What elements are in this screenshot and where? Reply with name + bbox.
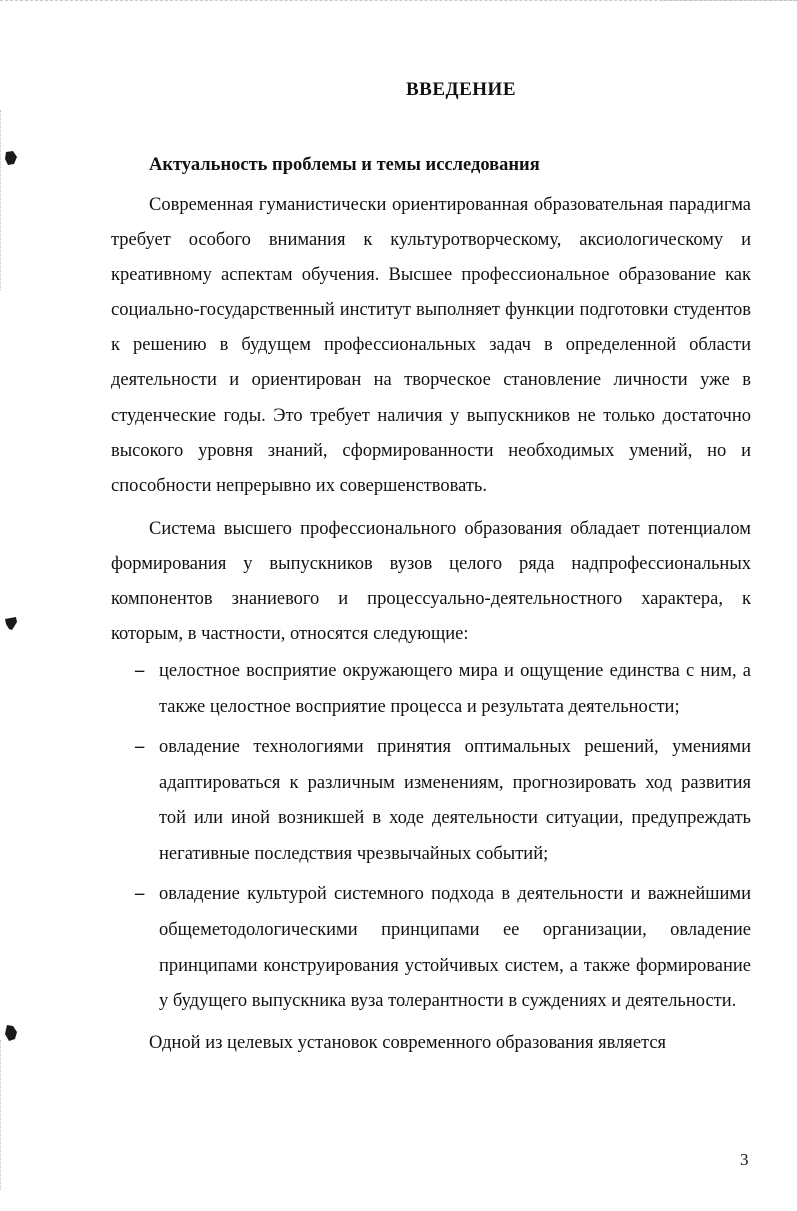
list-dash-marker: – (135, 736, 145, 757)
scan-margin-mark-lower (0, 1040, 4, 1190)
page-content (111, 76, 751, 1061)
list-item (111, 730, 751, 873)
scan-edge-top-right (660, 0, 797, 3)
binding-hole-mark-icon (4, 150, 18, 166)
list-dash-marker: – (135, 884, 145, 904)
binding-hole-mark-icon (4, 616, 18, 632)
list-item (111, 877, 751, 1020)
competency-list (111, 654, 751, 1020)
scan-margin-mark-upper (0, 110, 4, 290)
paragraph-relevance: Современная гуманистически ориентированная образовательная парадигма требует особого внимания к культуротворческому, аксиологическому и креативному аспектам обучения. Высшее профессиональное образование как социально-государственный институт выполняет функции подготовки студентов к решению в будущем профессиональных задач в определенной области деятельности и ориентирован на творческое становление личности уже в студенческие годы. Это требует наличия у выпускников не только достаточно высокого уровня знаний, сформированности необходимых умений, но и способности непрерывно их совершенствовать. (111, 195, 751, 496)
paragraph-system: Система высшего профессионального образования обладает потенциалом формирования у выпускников вузов целого ряда надпрофессиональных компонентов знаниевого и процессуально-деятельностного характера, к которым, в частности, относятся следующие: (111, 518, 751, 645)
section-heading: Актуальность проблемы и темы исследования (149, 155, 540, 175)
list-item-text: овладение культурой системного подхода в деятельности и важнейшими общеметодологическими принципами ее организации, овладение принципами конструирования устойчивых систем, а также формирование у будущего выпускника вуза толерантности в суждениях и деятельности. (159, 884, 751, 1012)
list-dash-marker: – (135, 661, 145, 682)
page-number: 3 (740, 1150, 749, 1169)
list-item (111, 654, 751, 726)
page-title: ВВЕДЕНИЕ (406, 79, 516, 100)
list-item-text: овладение технологиями принятия оптимальных решений, умениями адаптироваться к различным изменениям, прогнозировать ход развития той или иной возникшей в ходе деятельности ситуации, предупреждать негативные последствия чрезвычайных событий; (159, 736, 751, 865)
list-item-text: целостное восприятие окружающего мира и ощущение единства с ним, а также целостное восприятие процесса и результата деятельности; (159, 661, 751, 718)
paragraph-goals: Одной из целевых установок современного образования является (149, 1033, 667, 1054)
binding-hole-mark-icon (4, 1024, 18, 1040)
